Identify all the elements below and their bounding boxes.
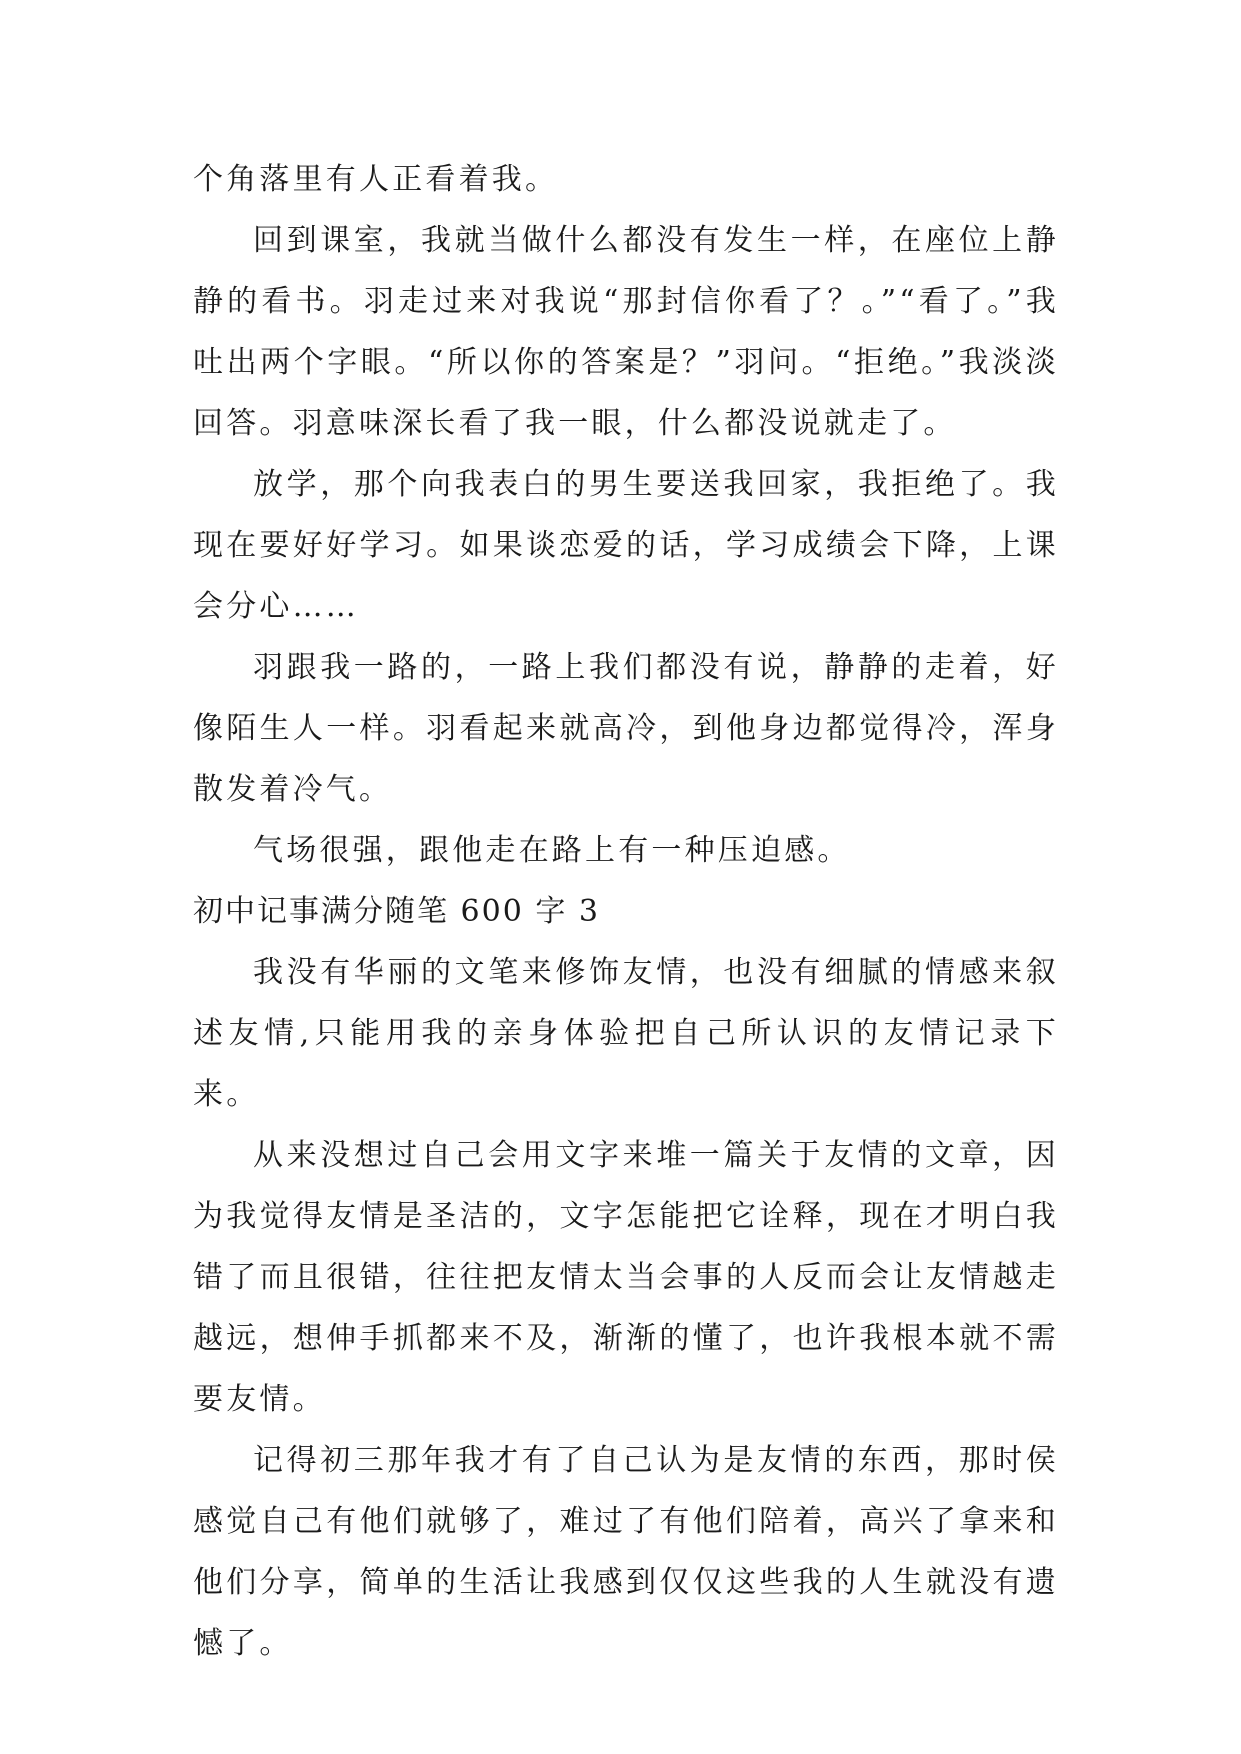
document-page <box>193 149 1059 1674</box>
paragraph: 气场很强，跟他走在路上有一种压迫感。 <box>253 833 851 868</box>
paragraph: 我没有华丽的文笔来修饰友情，也没有细腻的情感来叙述友情,只能用我的亲身体验把自己所认识的友情记录下来。 <box>193 955 1059 1112</box>
paragraph: 回到课室，我就当做什么都没有发生一样，在座位上静静的看书。羽走过来对我说“那封信你看了？。”“看了。”我吐出两个字眼。“所以你的答案是？”羽问。“拒绝。”我淡淡回答。羽意味深长看了我一眼，什么都没说就走了。 <box>193 223 1059 441</box>
paragraph: 从来没想过自己会用文字来堆一篇关于友情的文章，因为我觉得友情是圣洁的，文字怎能把它诠释，现在才明白我错了而且很错，往往把友情太当会事的人反而会让友情越走越远，想伸手抓都来不及，渐渐的懂了，也许我根本就不需要友情。 <box>193 1138 1059 1417</box>
section-heading: 初中记事满分随笔 600 字 3 <box>193 894 600 929</box>
paragraph-continued: 个角落里有人正看着我。 <box>193 162 559 197</box>
paragraph: 放学，那个向我表白的男生要送我回家，我拒绝了。我现在要好好学习。如果谈恋爱的话，学习成绩会下降，上课会分心…… <box>193 467 1059 624</box>
paragraph: 羽跟我一路的，一路上我们都没有说，静静的走着，好像陌生人一样。羽看起来就高冷，到他身边都觉得冷，浑身散发着冷气。 <box>193 650 1059 807</box>
paragraph: 记得初三那年我才有了自己认为是友情的东西，那时侯感觉自己有他们就够了，难过了有他们陪着，高兴了拿来和他们分享，简单的生活让我感到仅仅这些我的人生就没有遗憾了。 <box>193 1443 1059 1661</box>
